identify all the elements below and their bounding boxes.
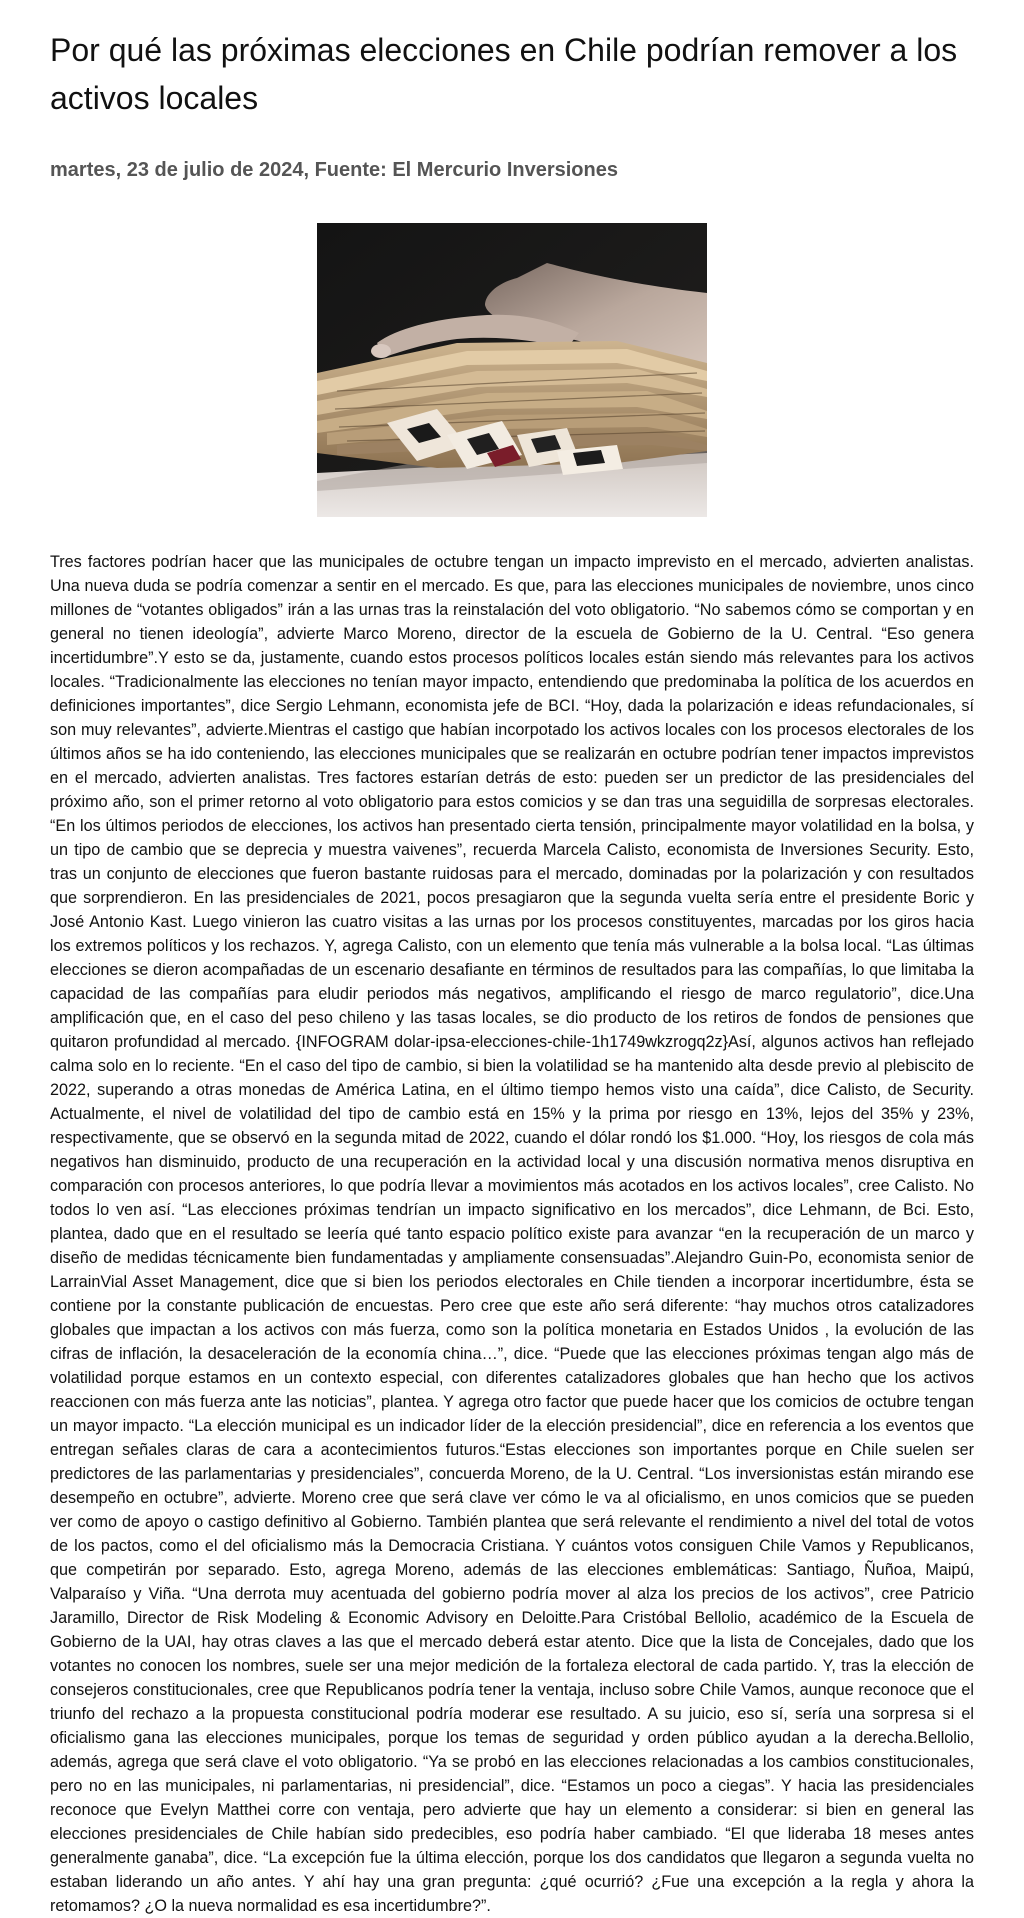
- article-body: Tres factores podrían hacer que las municipales de octubre tengan un impacto imprevisto en el mercado, advierten analistas. Una nueva duda se podría comenzar a sentir en el mercado. Es que, para las elecciones municipales de noviembre, unos cinco millones de “votantes obligados” irán a las urnas tras la reinstalación del voto obligatorio. “No sabemos cómo se comportan y en general no tienen ideología”, advierte Marco Moreno, director de la escuela de Gobierno de la U. Central. “Eso genera incertidumbre”.Y esto se da, justamente, cuando estos procesos políticos locales están siendo más relevantes para los activos locales. “Tradicionalmente las elecciones no tenían mayor impacto, entendiendo que predominaba la política de los acuerdos en definiciones importantes”, dice Sergio Lehmann, economista jefe de BCI. “Hoy, dada la polarización e ideas refundacionales, sí son muy relevantes”, advierte.Mientras el castigo que habían incorpotado los activos locales con los procesos electorales de los últimos años se ha ido conteniendo, las elecciones municipales que se realizarán en octubre podrían tener impactos imprevistos en el mercado, advierten analistas. Tres factores estarían detrás de esto: pueden ser un predictor de las presidenciales del próximo año, son el primer retorno al voto obligatorio para estos comicios y se dan tras una seguidilla de sorpresas electorales. “En los últimos periodos de elecciones, los activos han presentado cierta tensión, principalmente mayor volatilidad en la bolsa, y un tipo de cambio que se deprecia y muestra vaivenes”, recuerda Marcela Calisto, economista de Inversiones Security. Esto, tras un conjunto de elecciones que fueron bastante ruidosas para el mercado, dominadas por la polarización y con resultados que sorprendieron. En las presidenciales de 2021, pocos presagiaron que la segunda vuelta sería entre el presidente Boric y José Antonio Kast. Luego vinieron las cuatro visitas a las urnas por los procesos constituyentes, marcadas por los giros hacia los extremos políticos y los rechazos. Y, agrega Calisto, con un elemento que tenía más vulnerable a la bolsa local. “Las últimas elecciones se dieron acompañadas de un escenario desafiante en términos de resultados para las compañías, lo que limitaba la capacidad de las compañías para eludir periodos más negativos, amplificando el riesgo de marco regulatorio”, dice.Una amplificación que, en el caso del peso chileno y las tasas locales, se dio producto de los retiros de fondos de pensiones que quitaron profundidad al mercado. {INFOGRAM dolar-ipsa-elecciones-chile-1h1749wkzrogq2z}Así, algunos activos han reflejado calma solo en lo reciente. “En el caso del tipo de cambio, si bien la volatilidad se ha mantenido alta desde previo al plebiscito de 2022, superando a otras monedas de América Latina, en el último tiempo hemos visto una caída”, dice Calisto, de Security. Actualmente, el nivel de volatilidad del tipo de cambio está en 15% y la prima por riesgo en 13%, lejos del 35% y 23%, respectivamente, que se observó en la segunda mitad de 2022, cuando el dólar rondó los $1.000. “Hoy, los riesgos de cola más negativos han disminuido, producto de una recuperación en la actividad local y una discusión normativa menos disruptiva en comparación con procesos anteriores, lo que podría llevar a movimientos más acotados en los activos locales”, cree Calisto. No todos lo ven así. “Las elecciones próximas tendrían un impacto significativo en los mercados”, dice Lehmann, de Bci. Esto, plantea, dado que en el resultado se leería qué tanto espacio político existe para avanzar “en la recuperación de un marco y diseño de medidas técnicamente bien fundamentadas y ampliamente consensuadas”.Alejandro Guin-Po, economista senior de LarrainVial Asset Management, dice que si bien los periodos electorales en Chile tienden a incorporar incertidumbre, ésta se contiene por la constante publicación de encuestas. Pero cree que este año será diferente: “hay muchos otros catalizadores globales que impactan a los activos con más fuerza, como son la política monetaria en Estados Unidos , la evolución de las cifras de inflación, la desaceleración de la economía china…”, dice. “Puede que las elecciones próximas tengan algo más de volatilidad porque estamos en un contexto especial, con diferentes catalizadores globales que han hecho que los activos reaccionen con más fuerza ante las noticias”, plantea. Y agrega otro factor que puede hacer que los comicios de octubre tengan un mayor impacto. “La elección municipal es un indicador líder de la elección presidencial”, dice en referencia a los eventos que entregan señales claras de cara a acontecimientos futuros.“Estas elecciones son importantes porque en Chile suelen ser predictores de las parlamentarias y presidenciales”, concuerda Moreno, de la U. Central. “Los inversionistas están mirando ese desempeño en octubre”, advierte. Moreno cree que será clave ver cómo le va al oficialismo, en unos comicios que se pueden ver como de apoyo o castigo definitivo al Gobierno. También plantea que será relevante el rendimiento a nivel del total de votos de los pactos, como el del oficialismo más la Democracia Cristiana. Y cuántos votos consiguen Chile Vamos y Republicanos, que competirán por separado. Esto, agrega Moreno, además de las elecciones emblemáticas: Santiago, Ñuñoa, Maipú, Valparaíso y Viña. “Una derrota muy acentuada del gobierno podría mover al alza los precios de los activos”, cree Patricio Jaramillo, Director de Risk Modeling & Economic Advisory en Deloitte.Para Cristóbal Bellolio, académico de la Escuela de Gobierno de la UAI, hay otras claves a las que el mercado deberá estar atento. Dice que la lista de Concejales, dado que los votantes no conocen los nombres, suele ser una mejor medición de la fortaleza electoral de cada partido. Y, tras la elección de consejeros constitucionales, cree que Republicanos podría tener la ventaja, incluso sobre Chile Vamos, aunque reconoce que el triunfo del rechazo a la propuesta constitucional podría moderar ese resultado. A su juicio, eso sí, sería una sorpresa si el oficialismo gana las elecciones municipales, porque los temas de seguridad y orden público ayudan a la derecha.Bellolio, además, agrega que será clave el voto obligatorio. “Ya se probó en las elecciones relacionadas a los cambios constitucionales, pero no en las municipales, ni parlamentarias, ni presidencial”, dice. “Estamos un poco a ciegas”. Y hacia las presidenciales reconoce que Evelyn Matthei corre con ventaja, pero advierte que hay un elemento a considerar: si bien en general las elecciones presidenciales de Chile habían sido predecibles, eso podría haber cambiado. “El que lideraba 18 meses antes generalmente ganaba”, dice. “La excepción fue la última elección, porque los dos candidatos que llegaron a segunda vuelta no estaban liderando un año antes. Y ahí hay una gran pregunta: ¿qué ocurrió? ¿Fue una excepción a la regla y ahora la retomamos? ¿O la nueva normalidad es esa incertidumbre?”.: [50, 553, 974, 1915]
- ballot-photo-icon: [317, 223, 707, 517]
- article-date-source: martes, 23 de julio de 2024, Fuente: El Mercurio Inversiones: [50, 159, 618, 181]
- article-title: Por qué las próximas elecciones en Chile podrían remover a los activos locales: [50, 32, 958, 116]
- article-image-container: [50, 223, 974, 517]
- news-article: [50, 0, 974, 1918]
